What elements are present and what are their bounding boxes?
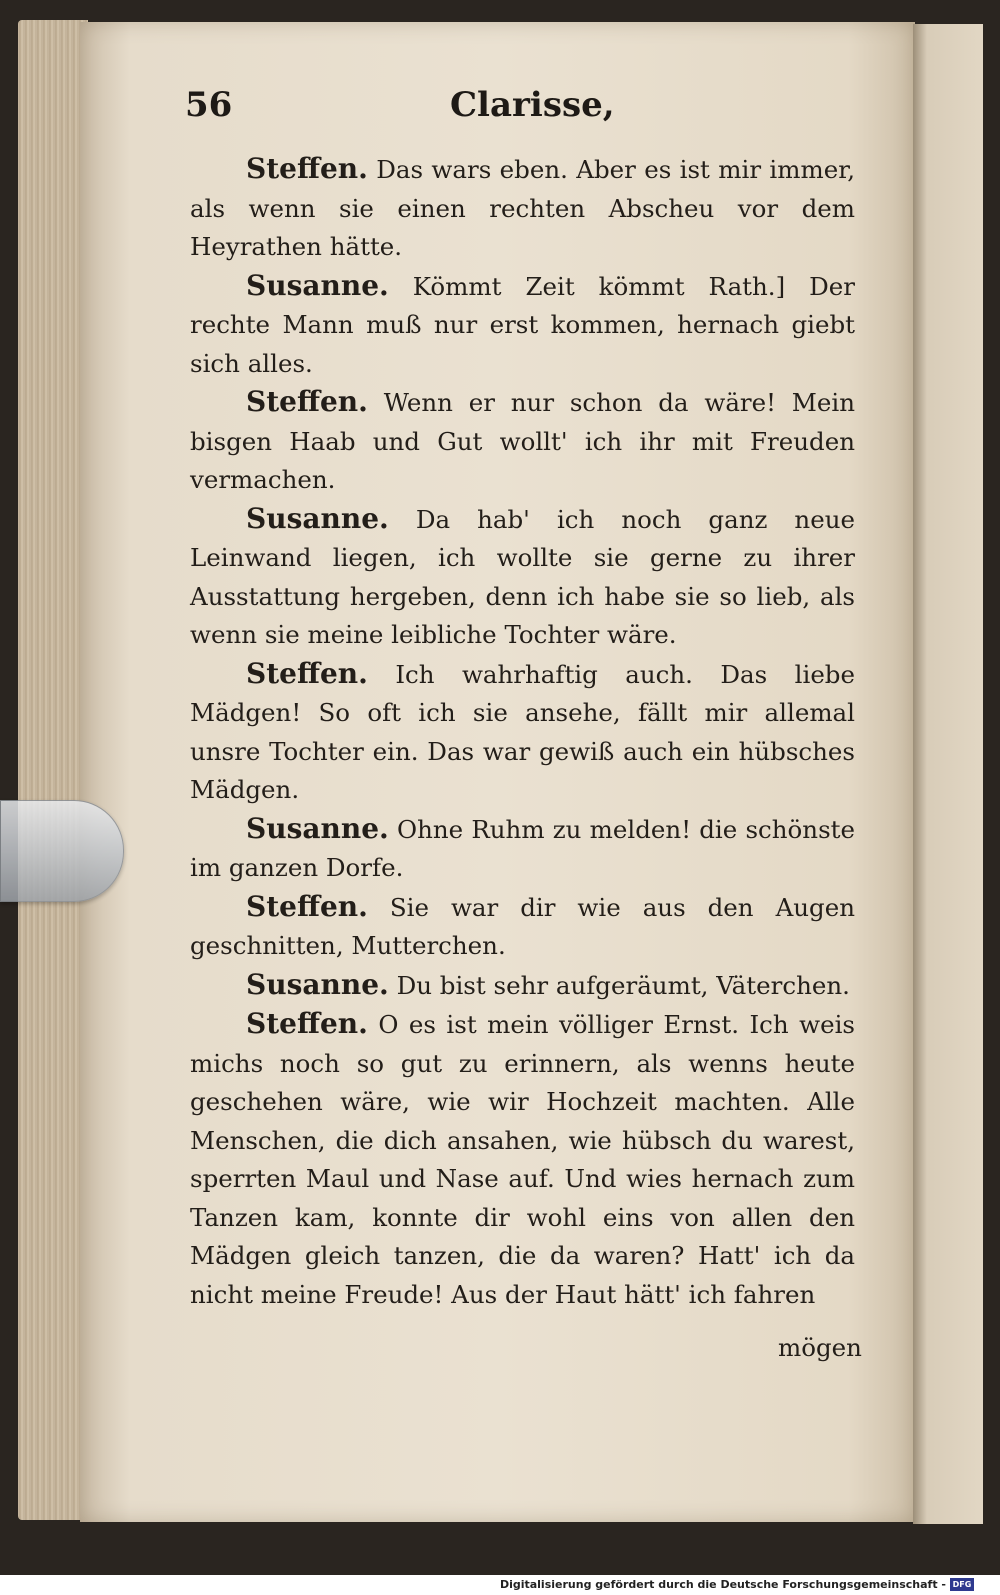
speaker-name: Steffen. [246,152,368,185]
facing-page-edge [913,24,983,1524]
dialogue-paragraph [190,810,855,888]
dialogue-line: O es ist mein völliger Ernst. Ich weis michs noch so gut zu erinnern, als wenns heute geschehen wäre, wie wir Hochzeit machten. Alle Menschen, die dich ansahen, wie hübsch du warest, sperrten Maul und Nase auf. Und wies hernach zum Tanzen kam, konnte dir wohl eins von allen den Mädgen gleich tanzen, die da waren? Hatt' ich da nicht meine Freude! Aus der Haut hätt' ich fahren [190,1010,855,1309]
dialogue-paragraph [190,655,855,810]
dialogue-line: Du bist sehr aufgeräumt, Väterchen. [396,970,850,1000]
dialogue-text [190,150,855,1314]
page-number: 56 [185,85,233,125]
catchword: mögen [778,1333,862,1362]
book-page-edges [18,20,88,1520]
footer-bar [0,1575,1000,1595]
speaker-name: Susanne. [246,811,389,845]
dialogue-paragraph [190,500,855,655]
speaker-name: Susanne. [246,501,389,535]
speaker-name: Steffen. [246,385,368,418]
running-title: Clarisse, [450,85,615,125]
page-clip [0,800,124,902]
dialogue-paragraph [190,966,855,1006]
speaker-name: Susanne. [246,967,389,1001]
dialogue-line: Kömmt Zeit kömmt Rath.] Der rechte Mann muß nur erst kommen, hernach giebt sich alles. [190,271,855,378]
dialogue-paragraph [190,888,855,966]
page-header [185,85,855,135]
speaker-name: Steffen. [246,656,368,690]
dialogue-paragraph [190,267,855,384]
funding-credit: Digitalisierung gefördert durch die Deutsche Forschungsgemeinschaft - [499,1578,946,1591]
dialogue-line: Das wars eben. Aber es ist mir immer, als wenn sie einen rechten Abscheu vor dem Heyrathen hätte. [190,155,856,261]
dialogue-line: Ich wahrhaftig auch. Das liebe Mädgen! So oft ich sie ansehe, fällt mir allemal unsre Tochter ein. Das war gewiß auch ein hübsches Mädgen. [190,659,855,804]
dialogue-paragraph [190,383,855,500]
dfg-logo-icon: DFG [950,1578,974,1591]
dialogue-paragraph [190,1005,855,1314]
dialogue-line: Da hab' ich noch ganz neue Leinwand liegen, ich wollte sie gerne zu ihrer Ausstattung hergeben, denn ich habe sie so lieb, als wenn sie meine leibliche Tochter wäre. [190,504,855,649]
dialogue-line: Wenn er nur schon da wäre! Mein bisgen Haab und Gut wollt' ich ihr mit Freuden vermachen. [190,388,855,494]
dialogue-line: Ohne Ruhm zu melden! die schönste im ganzen Dorfe. [190,814,855,882]
speaker-name: Steffen. [246,1007,368,1040]
dialogue-line: Sie war dir wie aus den Augen geschnitten, Mutterchen. [190,892,855,960]
speaker-name: Steffen. [246,889,368,923]
speaker-name: Susanne. [246,268,389,302]
dialogue-paragraph [190,150,855,267]
